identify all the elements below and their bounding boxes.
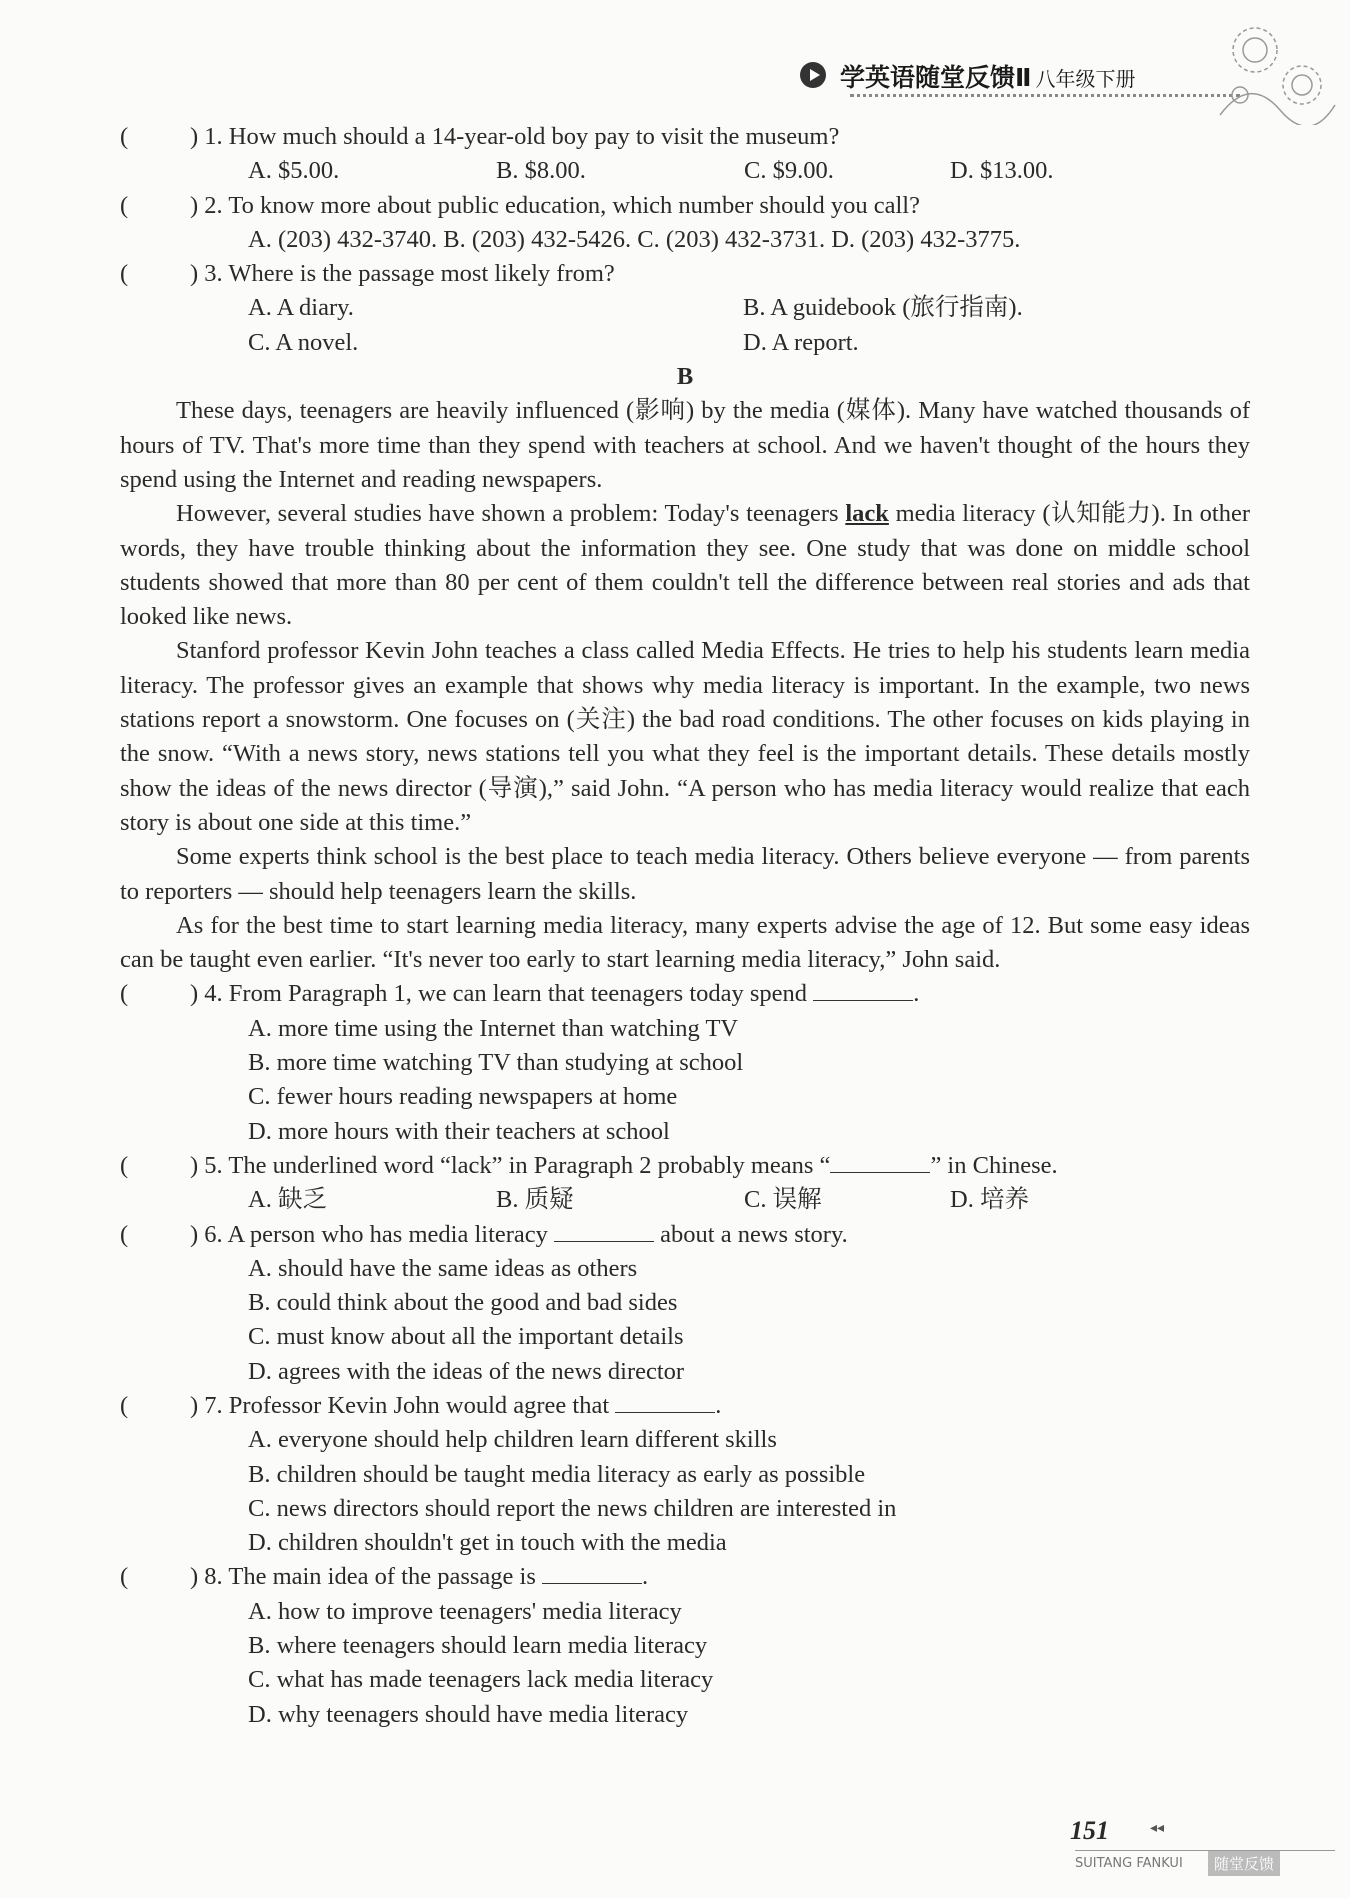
option-d[interactable]: D. A report.	[743, 328, 859, 356]
option-b[interactable]: B. more time watching TV than studying at school	[248, 1049, 744, 1077]
question-number: ) 3.	[190, 260, 223, 288]
answer-blank[interactable]	[542, 1563, 642, 1584]
header-title: 学英语随堂反馈Ⅱ 八年级下册	[840, 63, 1136, 92]
option-b[interactable]: B. children should be taught media literacy as early as possible	[248, 1460, 866, 1488]
option-c[interactable]: C. (203) 432-3731.	[637, 225, 826, 253]
question-4: ( ) 4. From Paragraph 1, we can learn that teenagers today spend .	[120, 980, 920, 1008]
page-number: 151	[1070, 1816, 1109, 1845]
question-1-options	[120, 154, 1250, 188]
question-5: ( ) 5. The underlined word “lack” in Paragraph 2 probably means “ ” in Chinese.	[120, 1151, 1058, 1179]
question-stem: How much should a 14-year-old boy pay to visit the museum?	[228, 123, 840, 150]
answer-blank[interactable]	[813, 980, 913, 1001]
option-a[interactable]: A. (203) 432-3740.	[248, 225, 438, 253]
question-number: ) 2.	[190, 191, 223, 219]
option-b[interactable]: B. A guidebook (旅行指南).	[743, 294, 1023, 322]
option-d[interactable]: D. more hours with their teachers at school	[248, 1117, 670, 1145]
option-b[interactable]: B. $8.00.	[496, 157, 586, 185]
option-a[interactable]: A. how to improve teenagers' media literacy	[248, 1597, 682, 1625]
question-3-options-row1	[120, 291, 1250, 325]
option-c[interactable]: C. what has made teenagers lack media literacy	[248, 1666, 714, 1694]
question-3-options-row2	[120, 326, 1250, 360]
option-a[interactable]: A. everyone should help children learn different skills	[248, 1426, 777, 1454]
question-7: ( ) 7. Professor Kevin John would agree that .	[120, 1391, 722, 1419]
page-header	[800, 52, 1240, 98]
option-d[interactable]: D. (203) 432-3775.	[831, 225, 1021, 253]
answer-blank[interactable]	[830, 1152, 930, 1173]
answer-blank[interactable]	[554, 1221, 654, 1242]
option-c[interactable]: C. A novel.	[248, 328, 359, 356]
worksheet-page	[120, 120, 1250, 1732]
option-b[interactable]: B. (203) 432-5426.	[443, 225, 632, 253]
option-a[interactable]: A. 缺乏	[248, 1186, 327, 1214]
option-a[interactable]: A. more time using the Internet than watching TV	[248, 1014, 739, 1042]
question-stem: To know more about public education, which number should you call?	[228, 191, 920, 219]
option-d[interactable]: D. why teenagers should have media literacy	[248, 1700, 689, 1728]
play-icon	[800, 62, 826, 88]
option-c[interactable]: C. must know about all the important details	[248, 1323, 684, 1351]
question-8: ( ) 8. The main idea of the passage is .	[120, 1563, 649, 1591]
option-a[interactable]: A. A diary.	[248, 294, 354, 322]
paragraph-3: Stanford professor Kevin John teaches a class called Media Effects. He tries to help his students learn media literacy. The professor gives an example that shows why media literacy is important. In the example, two news stations report a snowstorm. One focuses on (关注) the bad road conditions. The other focuses on kids playing in the snow. “With a news story, news stations tell you what they feel is the important details. These details mostly show the ideas of the news director (导演),” said John. “A person who has media literacy would realize that each story is about one side at this time.”	[120, 637, 1250, 836]
option-d[interactable]: D. children shouldn't get in touch with the media	[248, 1529, 727, 1557]
question-2-options	[120, 223, 1250, 257]
question-2: ( ) 2. To know more about public education, which number should you call?	[120, 191, 920, 219]
paragraph-2: However, several studies have shown a problem: Today's teenagers lack media literacy (认知能力). In other words, they have trouble thinking about the information they see. One study that was done on middle school students showed that more than 80 per cent of them couldn't tell the difference between real stories and ads that looked like news.	[120, 500, 1251, 631]
question-1: ( ) 1. How much should a 14-year-old boy pay to visit the museum?	[120, 123, 840, 150]
paragraph-5: As for the best time to start learning media literacy, many experts advise the age of 12. But some easy ideas can be taught even earlier. “It's never too early to start learning media literacy,” John said.	[120, 911, 1250, 974]
option-c[interactable]: C. news directors should report the news children are interested in	[248, 1494, 897, 1522]
question-number: ) 1.	[190, 123, 223, 150]
header-divider	[850, 94, 1240, 97]
option-a[interactable]: A. $5.00.	[248, 157, 340, 185]
option-c[interactable]: C. 误解	[744, 1186, 822, 1214]
option-b[interactable]: B. could think about the good and bad sides	[248, 1289, 678, 1317]
option-b[interactable]: B. 质疑	[496, 1186, 574, 1214]
paragraph-1: These days, teenagers are heavily influenced (影响) by the media (媒体). Many have watched thousands of hours of TV. That's more time than they spend with teachers at school. And we haven't thought of the hours they spend using the Internet and reading newspapers.	[120, 397, 1250, 493]
option-c[interactable]: C. $9.00.	[744, 157, 834, 185]
answer-blank[interactable]	[615, 1392, 715, 1413]
arrow-left-icon: ◂◂	[1150, 1821, 1165, 1836]
sunflower-decoration-icon	[1210, 15, 1340, 125]
option-d[interactable]: D. 培养	[950, 1186, 1029, 1214]
question-6: ( ) 6. A person who has media literacy about a news story.	[120, 1220, 848, 1248]
option-d[interactable]: D. agrees with the ideas of the news director	[248, 1357, 685, 1385]
question-stem: Where is the passage most likely from?	[228, 260, 615, 288]
footer-series-en: SUITANG FANKUI	[1075, 1856, 1183, 1871]
header-subtitle: 八年级下册	[1035, 67, 1136, 91]
option-d[interactable]: D. $13.00.	[950, 157, 1054, 185]
question-3: ( ) 3. Where is the passage most likely from?	[120, 260, 615, 288]
option-b[interactable]: B. where teenagers should learn media literacy	[248, 1632, 708, 1660]
underlined-word: lack	[845, 500, 889, 528]
paragraph-4: Some experts think school is the best place to teach media literacy. Others believe everyone — from parents to reporters — should help teenagers learn the skills.	[120, 843, 1250, 905]
section-heading: B	[676, 363, 694, 391]
question-5-options	[120, 1183, 1250, 1217]
option-a[interactable]: A. should have the same ideas as others	[248, 1254, 638, 1282]
footer-series-badge: 随堂反馈	[1208, 1851, 1280, 1876]
option-c[interactable]: C. fewer hours reading newspapers at home	[248, 1083, 678, 1111]
